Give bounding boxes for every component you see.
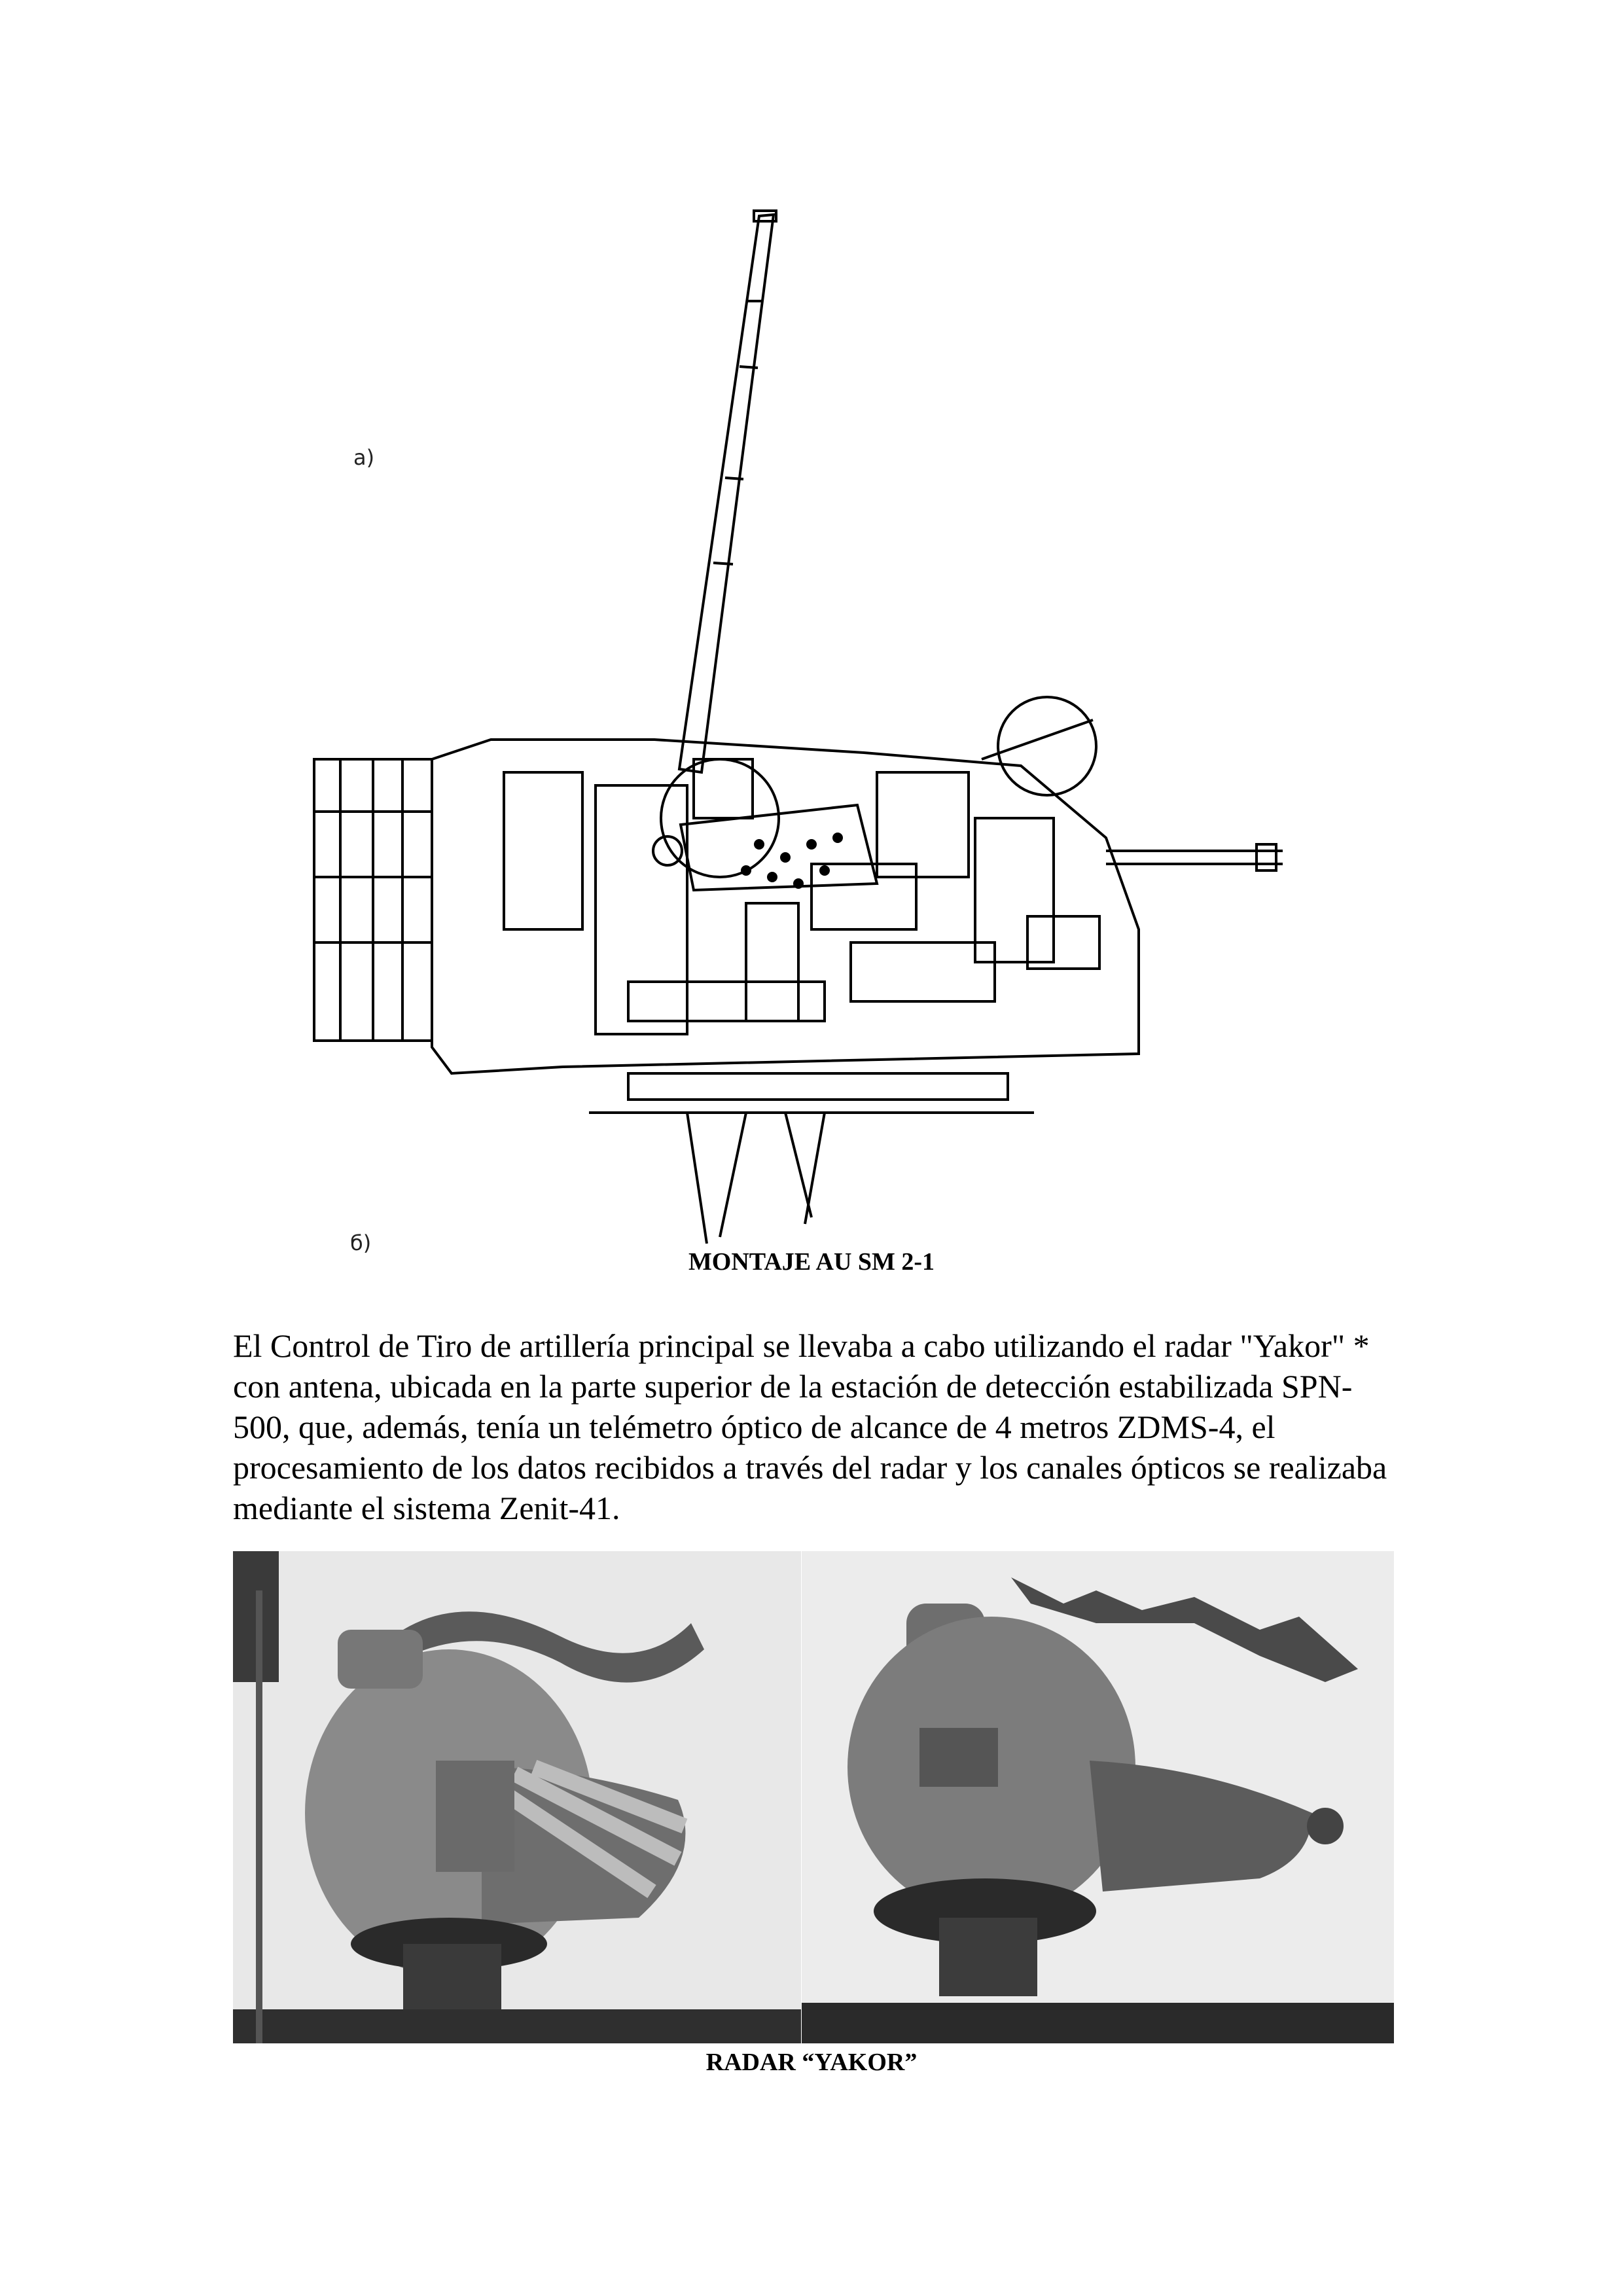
figure-caption-montaje: MONTAJE AU SM 2-1 (688, 1248, 935, 1276)
radar-photo-right (802, 1551, 1394, 2043)
paragraph-line: El Control de Tiro de artillería principal se llevaba a cabo utilizando el radar "Yakor" * (233, 1327, 1370, 1364)
figure-label-b: б) (350, 1230, 372, 1255)
figure-label-a: a) (353, 445, 375, 470)
gun-mount-drawing (288, 196, 1348, 1257)
paragraph-line: 500, que, además, tenía un telémetro óptico de alcance de 4 metros ZDMS-4, el (233, 1408, 1275, 1445)
paragraph-line: con antena, ubicada en la parte superior de la estación de detección estabilizada SPN- (233, 1368, 1353, 1405)
radar-photo-left (233, 1551, 801, 2043)
figure-caption-radar: RADAR “YAKOR” (705, 2049, 918, 2076)
paragraph-line: procesamiento de los datos recibidos a través del radar y los canales ópticos se realizaba (233, 1449, 1387, 1486)
paragraph-line: mediante el sistema Zenit-41. (233, 1490, 620, 1526)
body-paragraph (233, 1325, 1431, 1528)
